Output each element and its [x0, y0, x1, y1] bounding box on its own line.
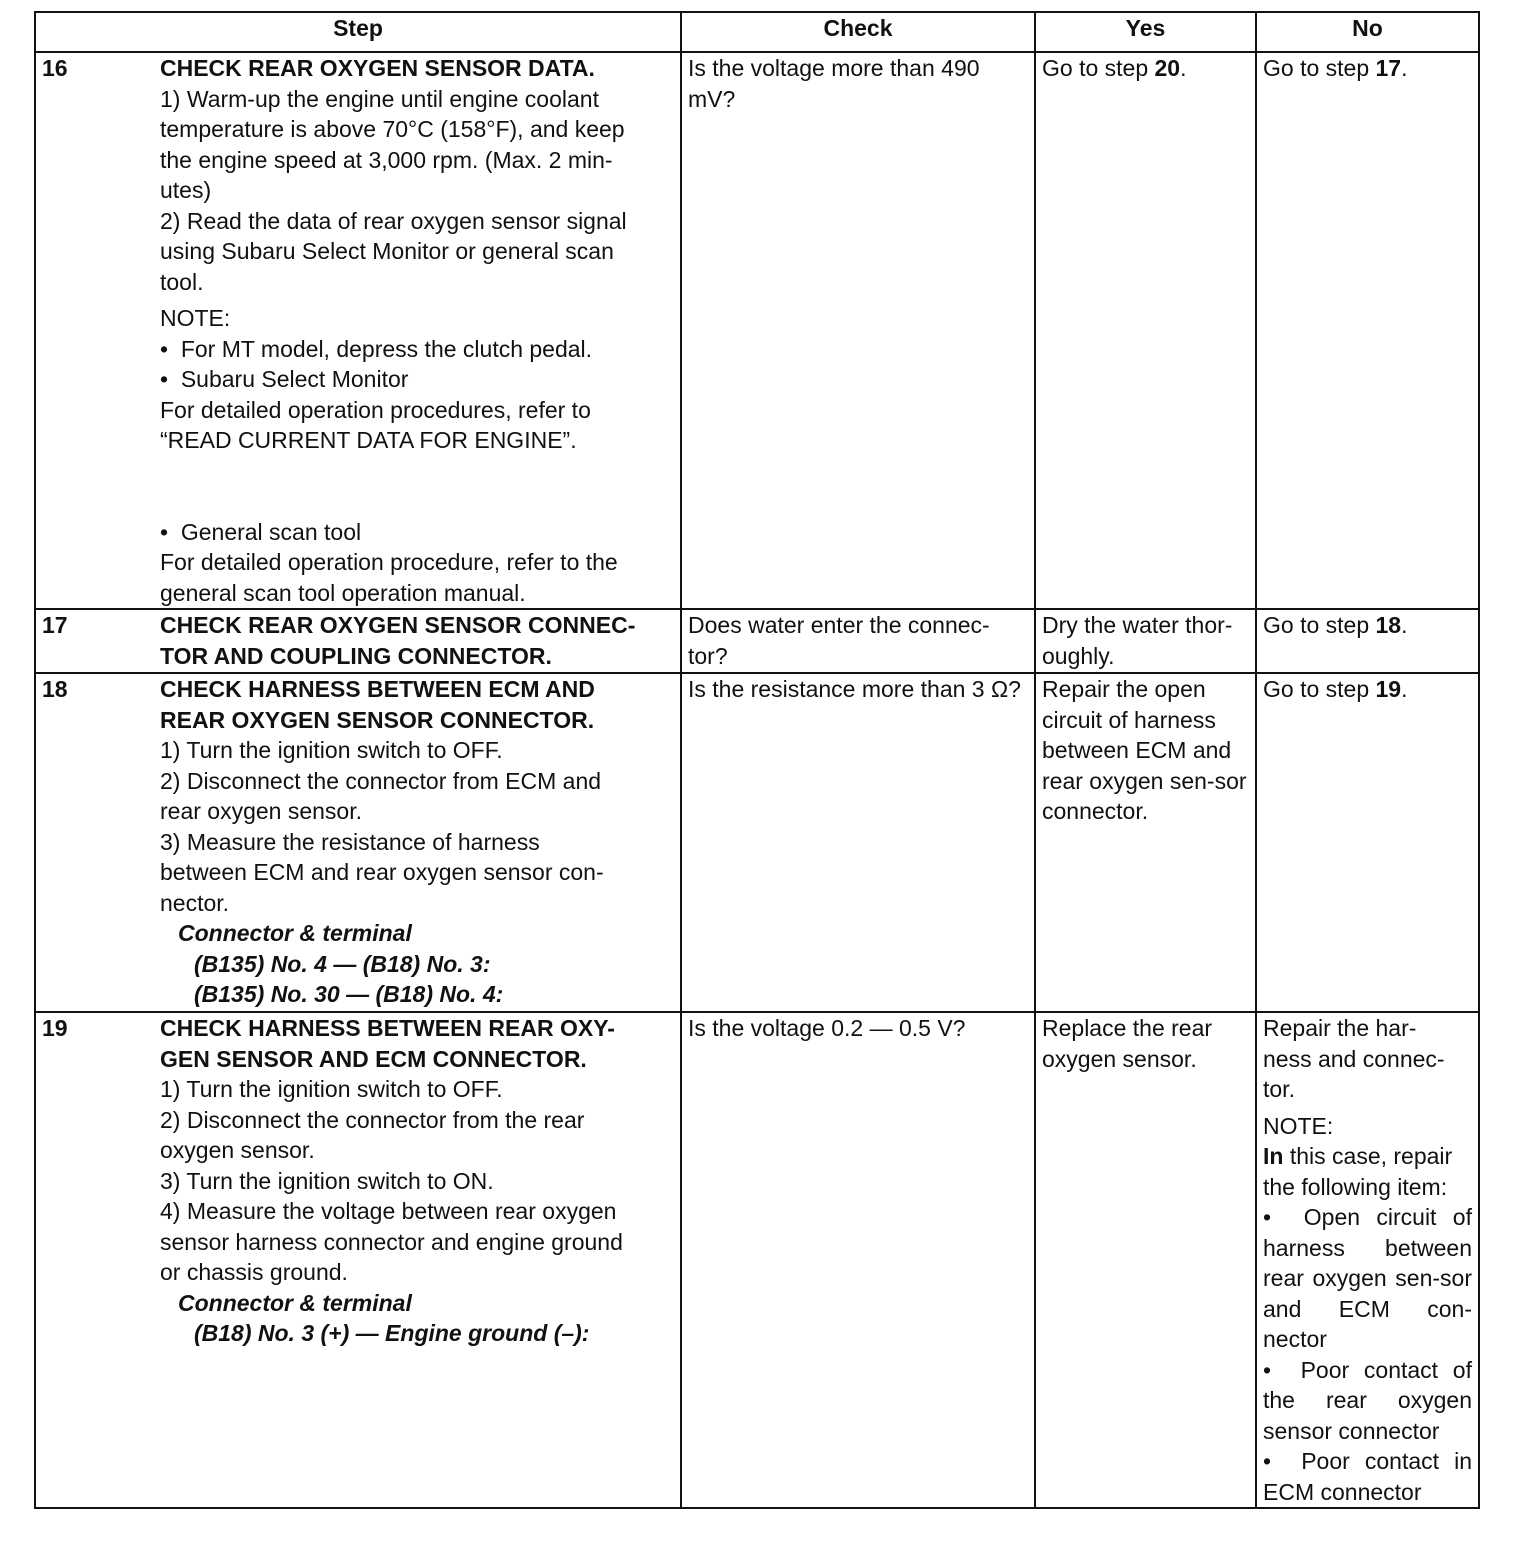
no-text: Go to step — [1263, 676, 1376, 702]
no-step-ref: 18 — [1375, 612, 1402, 638]
step-line: general scan tool operation manual. — [160, 579, 526, 606]
step-line: oxygen sensor. — [160, 1137, 315, 1163]
step-line: using Subaru Select Monitor or general scan — [160, 238, 614, 264]
check-cell: Is the voltage 0.2 — 0.5 V? — [681, 1012, 1035, 1508]
connector-label: Connector & terminal — [178, 920, 412, 946]
no-text: tor. — [1263, 1076, 1295, 1102]
step-title: REAR OXYGEN SENSOR CONNECTOR. — [160, 706, 595, 733]
table-row — [35, 1012, 1479, 1508]
note-label: NOTE: — [1263, 1112, 1334, 1139]
diagnostic-table — [34, 11, 1480, 1509]
header-row — [35, 12, 1479, 52]
step-title: CHECK REAR OXYGEN SENSOR DATA. — [160, 55, 595, 81]
step-cell — [35, 1012, 681, 1508]
no-suffix: . — [1401, 676, 1408, 702]
step-line: 3) Measure the resistance of harness — [160, 828, 540, 855]
connector-terminal: (B135) No. 30 — (B18) No. 4: — [194, 981, 504, 1007]
step-title: CHECK REAR OXYGEN SENSOR CONNEC- — [160, 612, 636, 638]
yes-cell — [1035, 52, 1256, 609]
header-no: No — [1256, 12, 1479, 52]
no-cell — [1256, 52, 1479, 609]
step-line: For detailed operation procedures, refer to — [160, 396, 591, 423]
step-title: TOR AND COUPLING CONNECTOR. — [160, 642, 552, 669]
yes-cell: Replace the rear oxygen sensor. — [1035, 1012, 1256, 1508]
step-title: GEN SENSOR AND ECM CONNECTOR. — [160, 1045, 587, 1072]
step-line: For detailed operation procedure, refer to the — [160, 549, 618, 575]
step-line: the engine speed at 3,000 rpm. (Max. 2 min- — [160, 146, 613, 173]
header-yes: Yes — [1035, 12, 1256, 52]
connector-terminal: (B135) No. 4 — (B18) No. 3: — [194, 950, 491, 977]
no-cell — [1256, 1012, 1479, 1508]
step-body — [160, 53, 680, 608]
no-step-ref: 19 — [1375, 676, 1402, 702]
step-line: 1) Turn the ignition switch to OFF. — [160, 1076, 503, 1102]
step-line: 2) Disconnect the connector from ECM and — [160, 767, 602, 794]
step-number: 19 — [42, 1015, 68, 1041]
note-bullet: • Subaru Select Monitor — [160, 364, 674, 395]
step-number: 17 — [42, 612, 68, 638]
step-line: utes) — [160, 177, 212, 203]
step-line: temperature is above 70°C (158°F), and keep — [160, 116, 625, 142]
note-bullet: • Poor contact of the rear oxygen sensor connector — [1263, 1355, 1472, 1447]
yes-cell: Dry the water thor-oughly. — [1035, 609, 1256, 673]
check-cell: Is the voltage more than 490 mV? — [681, 52, 1035, 609]
no-cell — [1256, 609, 1479, 673]
table-row — [35, 52, 1479, 609]
connector-label: Connector & terminal — [178, 1289, 412, 1316]
step-line: 4) Measure the voltage between rear oxygen — [160, 1198, 617, 1224]
check-cell: Is the resistance more than 3 Ω? — [681, 673, 1035, 1012]
step-line: 2) Read the data of rear oxygen sensor signal — [160, 207, 627, 234]
step-cell — [35, 52, 681, 609]
no-text: Go to step — [1263, 612, 1376, 638]
note-label: NOTE: — [160, 305, 231, 331]
table-row — [35, 609, 1479, 673]
no-text: ness and connec- — [1263, 1045, 1445, 1072]
step-body — [160, 1013, 680, 1349]
step-title: CHECK HARNESS BETWEEN REAR OXY- — [160, 1015, 615, 1041]
note-bullet: • General scan tool — [160, 517, 674, 548]
step-line: 3) Turn the ignition switch to ON. — [160, 1167, 494, 1194]
step-body — [160, 610, 680, 671]
step-line: 1) Turn the ignition switch to OFF. — [160, 737, 503, 763]
check-cell: Does water enter the connec-tor? — [681, 609, 1035, 673]
yes-suffix: . — [1180, 55, 1187, 81]
step-cell — [35, 609, 681, 673]
no-cell — [1256, 673, 1479, 1012]
step-line: sensor harness connector and engine ground — [160, 1228, 623, 1255]
yes-cell: Repair the open circuit of harness between ECM and rear oxygen sen-sor connector. — [1035, 673, 1256, 1012]
step-line: “READ CURRENT DATA FOR ENGINE”. — [160, 427, 577, 453]
note-bullet: • For MT model, depress the clutch pedal. — [160, 334, 674, 365]
header-check: Check — [681, 12, 1035, 52]
step-number: 16 — [42, 55, 68, 81]
note-rest: this case, repair the following item: — [1263, 1143, 1453, 1200]
yes-text: Go to step — [1042, 55, 1155, 81]
step-body — [160, 674, 680, 1010]
no-text: Go to step — [1263, 55, 1376, 81]
no-step-ref: 17 — [1375, 55, 1402, 81]
yes-step-ref: 20 — [1154, 55, 1181, 81]
step-cell — [35, 673, 681, 1012]
step-line: rear oxygen sensor. — [160, 798, 363, 824]
step-number: 18 — [42, 676, 68, 702]
no-suffix: . — [1401, 612, 1408, 638]
note-bullet: • Poor contact in ECM connector — [1263, 1446, 1472, 1507]
connector-terminal: (B18) No. 3 (+) — Engine ground (–): — [194, 1320, 590, 1346]
table-row — [35, 673, 1479, 1012]
note-bullet: • Open circuit of harness between rear oxygen sen-sor and ECM con-nector — [1263, 1202, 1472, 1355]
step-line: or chassis ground. — [160, 1259, 348, 1285]
note-prefix: In — [1263, 1143, 1284, 1169]
step-line: tool. — [160, 268, 204, 295]
header-step: Step — [35, 12, 681, 52]
no-suffix: . — [1401, 55, 1408, 81]
step-line: between ECM and rear oxygen sensor con- — [160, 859, 604, 885]
step-line: 2) Disconnect the connector from the rear — [160, 1106, 585, 1133]
step-line: 1) Warm-up the engine until engine coolant — [160, 85, 599, 112]
no-text: Repair the har- — [1263, 1015, 1417, 1041]
step-line: nector. — [160, 889, 230, 916]
step-title: CHECK HARNESS BETWEEN ECM AND — [160, 676, 595, 702]
note-text — [1263, 1141, 1472, 1202]
